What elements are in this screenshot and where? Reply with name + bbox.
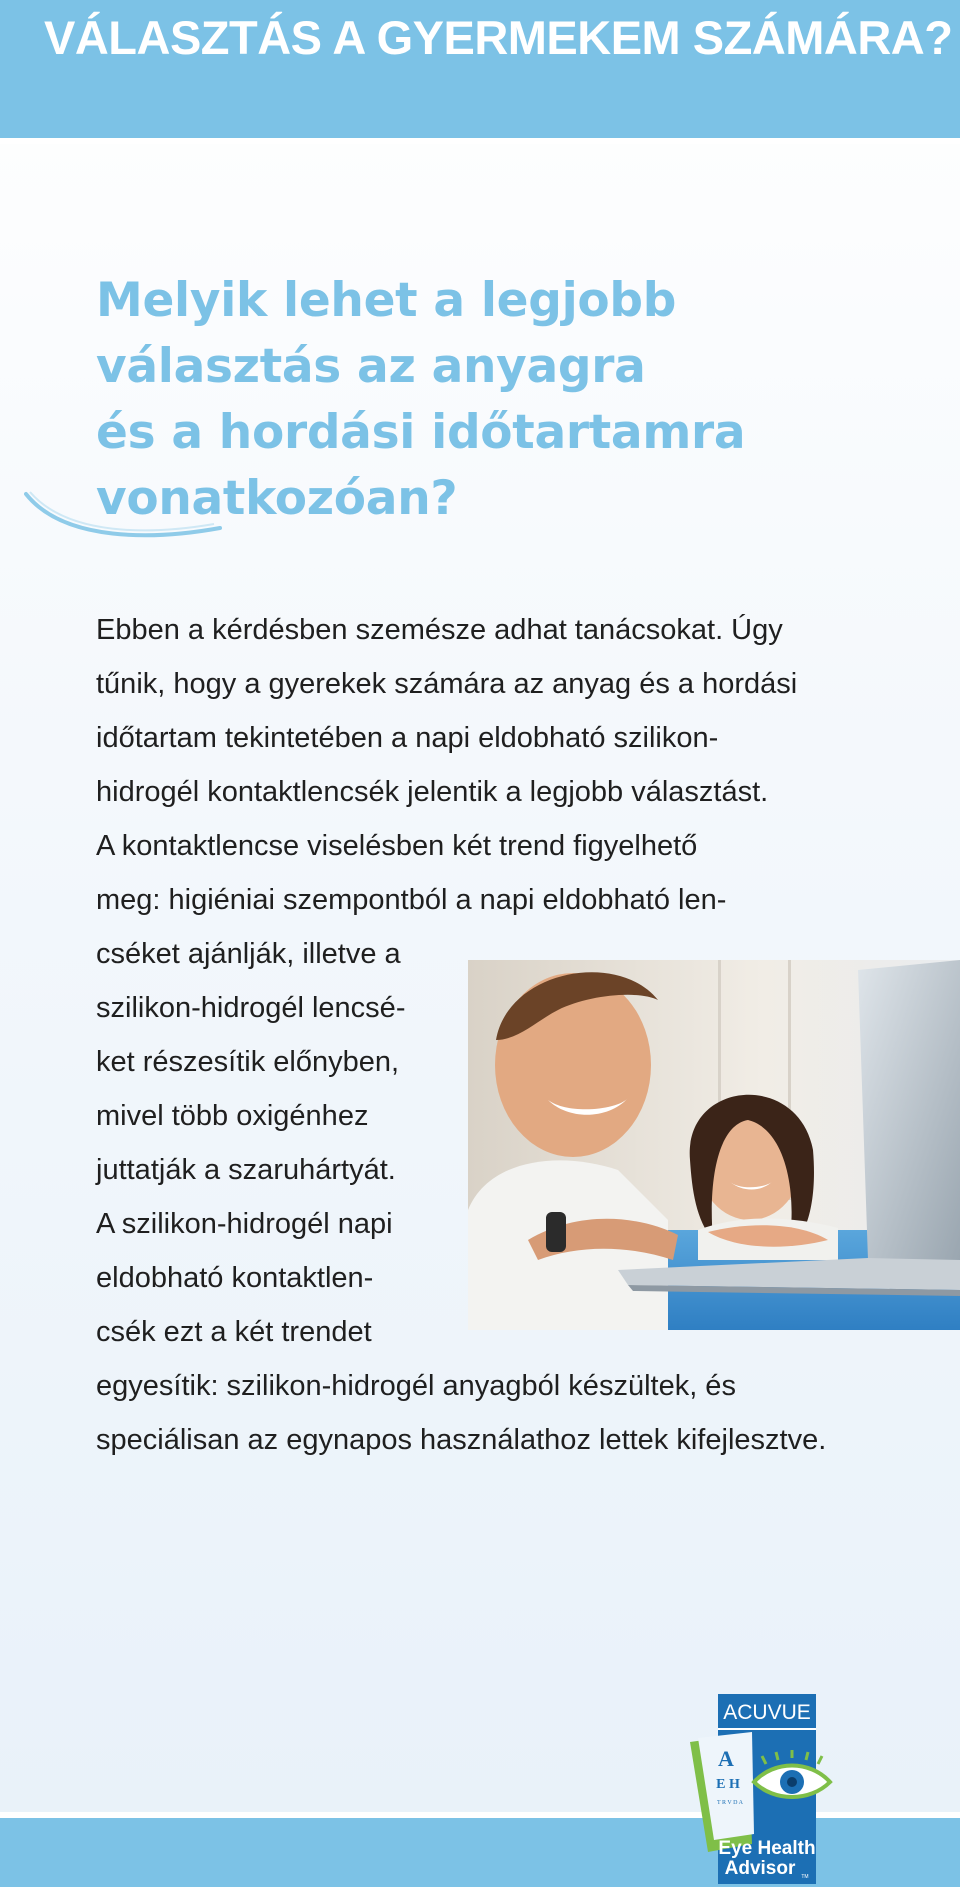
headline-line: vonatkozóan?: [96, 471, 458, 526]
body-line: Ebben a kérdésben szemésze adhat tanácsokat. Úgy: [96, 614, 783, 646]
eye-chart-letter: E H: [716, 1777, 740, 1792]
body-line: tűnik, hogy a gyerekek számára az anyag és a hordási: [96, 668, 798, 700]
body-paragraph-end: [96, 1359, 846, 1467]
headline-line: választás az anyagra: [96, 339, 646, 394]
eye-chart-letter: T R V D A: [716, 1800, 744, 1806]
logo-trademark: TM: [801, 1874, 809, 1880]
headline-line: és a hordási időtartamra: [96, 405, 746, 460]
body-paragraph-narrow: [96, 927, 456, 1359]
headline: [96, 268, 745, 532]
body-line: cséket ajánlják, illetve a: [96, 938, 401, 970]
acuvue-eye-health-advisor-logo: [688, 1694, 846, 1884]
body-line: szilikon-hidrogél lencsé-: [96, 992, 406, 1024]
logo-line-2: Advisor: [724, 1858, 796, 1879]
body-line: csék ezt a két trendet: [96, 1316, 372, 1348]
teens-laptop-photo: [468, 960, 960, 1330]
eye-chart-letter: A: [718, 1746, 734, 1771]
body-line: mivel több oxigénhez: [96, 1100, 369, 1132]
body-paragraph-full: [96, 603, 846, 927]
body-line: eldobható kontaktlen-: [96, 1262, 374, 1294]
header-title: VÁLASZTÁS A GYERMEKEM SZÁMÁRA?: [44, 11, 953, 64]
body-line: ket részesítik előnyben,: [96, 1046, 400, 1078]
body-line: speciálisan az egynapos használathoz lettek kifejlesztve.: [96, 1424, 827, 1456]
headline-line: Melyik lehet a legjobb: [96, 273, 677, 328]
header-divider: [0, 138, 960, 144]
body-line: A szilikon-hidrogél napi: [96, 1208, 393, 1240]
body-line: juttatják a szaruhártyát.: [96, 1154, 396, 1186]
body-line: egyesítik: szilikon-hidrogél anyagból készültek, és: [96, 1370, 736, 1402]
body-line: A kontaktlencse viselésben két trend figyelhető: [96, 830, 698, 862]
logo-line-1: Eye Health: [718, 1838, 816, 1859]
body-line: meg: higiéniai szempontból a napi eldobható len-: [96, 884, 727, 916]
body-line: időtartam tekintetében a napi eldobható szilikon-: [96, 722, 719, 754]
photo-illustration: [468, 960, 960, 1330]
body-line: hidrogél kontaktlencsék jelentik a legjobb választást.: [96, 776, 769, 808]
logo-brand: ACUVUE: [723, 1701, 811, 1724]
